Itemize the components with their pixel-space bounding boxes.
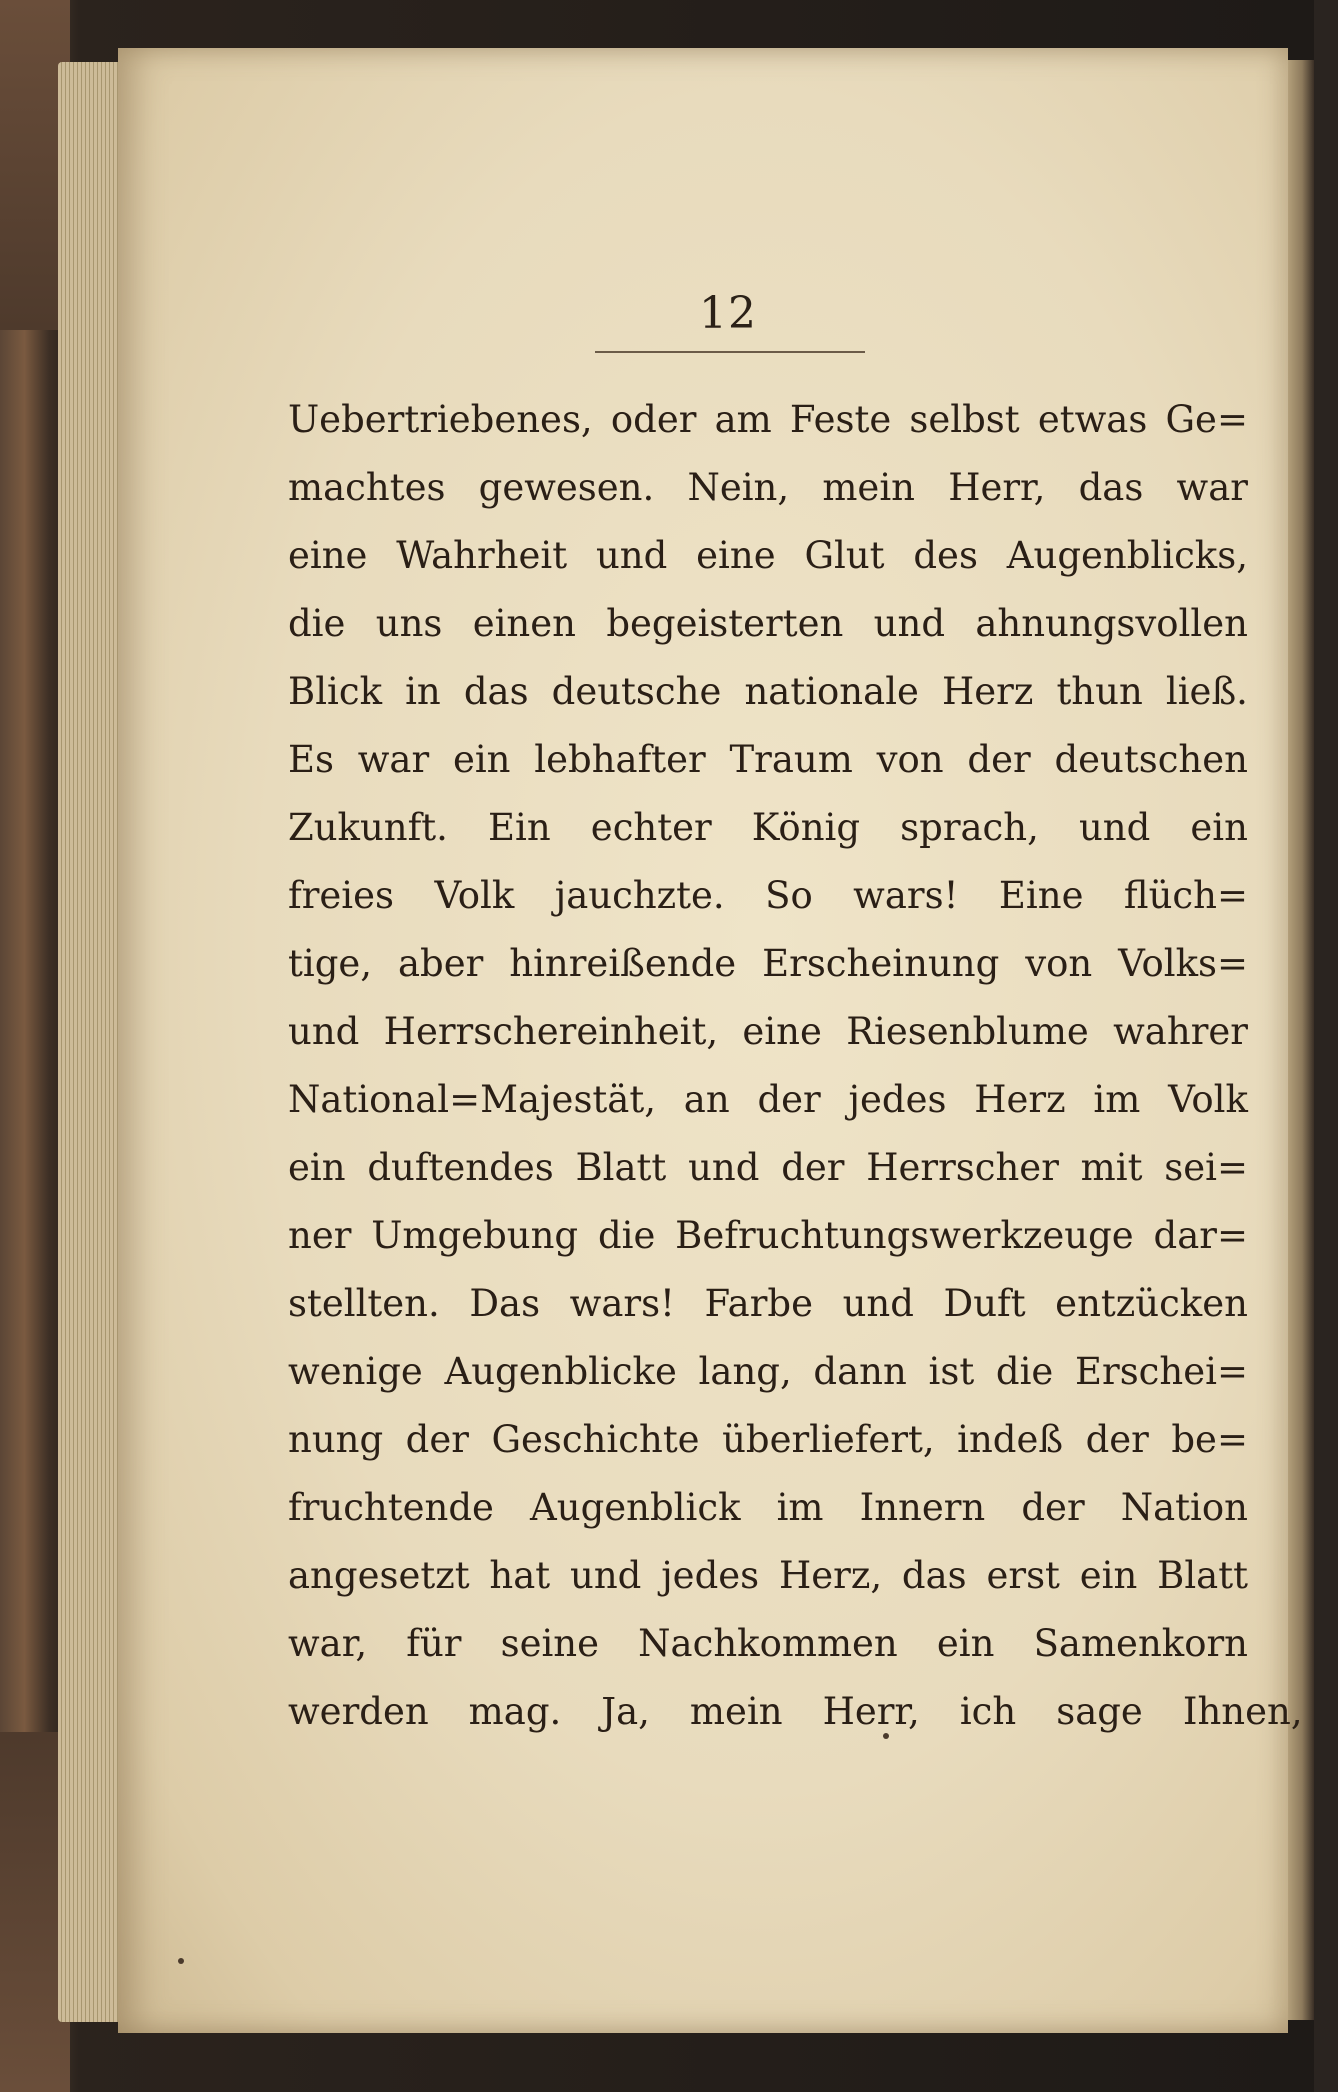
text-line: freies Volk jauchzte. So wars! Eine flüch= xyxy=(288,874,1248,917)
text-line: fruchtende Augenblick im Innern der Nation xyxy=(288,1486,1248,1529)
text-line: die uns einen begeisterten und ahnungsvollen xyxy=(288,602,1248,645)
paper-speck xyxy=(178,1958,184,1964)
text-line: nung der Geschichte überliefert, indeß der be= xyxy=(288,1418,1248,1461)
text-line: machtes gewesen. Nein, mein Herr, das war xyxy=(288,466,1248,509)
text-line: Uebertriebenes, oder am Feste selbst etwas Ge= xyxy=(288,398,1248,441)
header-rule xyxy=(595,351,865,353)
text-line: ner Umgebung die Befruchtungswerkzeuge dar= xyxy=(288,1214,1248,1257)
text-line: Es war ein lebhafter Traum von der deutschen xyxy=(288,738,1248,781)
text-line: war, für seine Nachkommen ein Samenkorn xyxy=(288,1622,1248,1665)
text-line: und Herrschereinheit, eine Riesenblume wahrer xyxy=(288,1010,1248,1053)
text-line: National=Majestät, an der jedes Herz im Volk xyxy=(288,1078,1248,1121)
book-page xyxy=(118,48,1303,2033)
paper-speck xyxy=(883,1733,889,1739)
text-line: eine Wahrheit und eine Glut des Augenblicks, xyxy=(288,534,1248,577)
text-line: Blick in das deutsche nationale Herz thun ließ. xyxy=(288,670,1248,713)
page-number: 12 xyxy=(699,288,757,339)
text-line: stellten. Das wars! Farbe und Duft entzücken xyxy=(288,1282,1248,1325)
body-text xyxy=(288,386,1303,1746)
text-line: ein duftendes Blatt und der Herrscher mit sei= xyxy=(288,1146,1248,1189)
text-line: Zukunft. Ein echter König sprach, und ein xyxy=(288,806,1248,849)
text-line: wenige Augenblicke lang, dann ist die Erschei= xyxy=(288,1350,1248,1393)
text-line: werden mag. Ja, mein Herr, ich sage Ihnen, xyxy=(288,1690,1303,1733)
text-line: angesetzt hat und jedes Herz, das erst ein Blatt xyxy=(288,1554,1248,1597)
text-line: tige, aber hinreißende Erscheinung von Volks= xyxy=(288,942,1248,985)
